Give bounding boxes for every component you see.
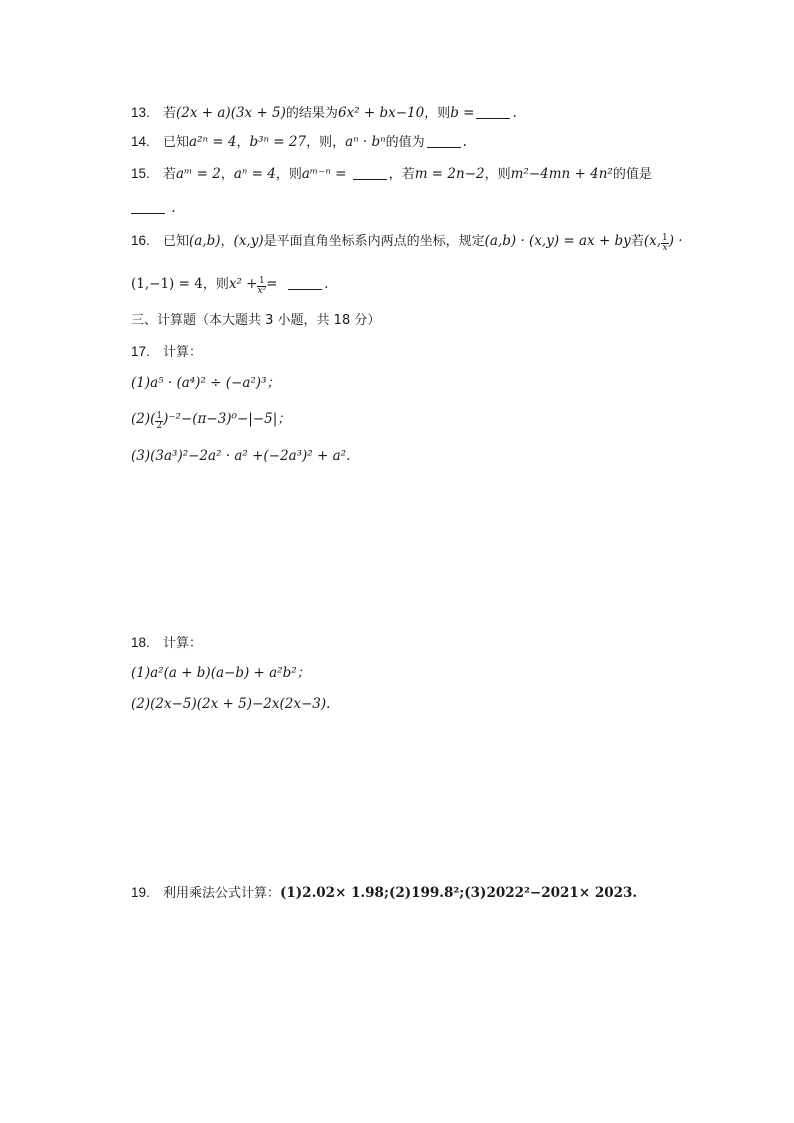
- fraction: $\frac{1}{2}$: [156, 411, 163, 431]
- question-19: 19. 利用乘法公式计算：(1)2.02× 1.98;(2)199.8²;(3)2022²−2021× 2023.: [131, 885, 638, 901]
- section-heading: 三、计算题（本大题共 3 小题，共 18 分）: [131, 313, 381, 328]
- question-number: 19.: [131, 885, 150, 900]
- answer-blank[interactable]: [353, 167, 387, 180]
- q17-item-1: (1)a⁵ · (a⁴)² ÷ (−a²)³；: [131, 375, 280, 391]
- question-number: 13.: [131, 105, 150, 120]
- question-13: 13. 若(2x + a)(3x + 5)的结果为6x² + bx−10，则b = .: [131, 105, 517, 121]
- fraction: $\frac{1}{x}$: [662, 233, 668, 253]
- question-number: 16.: [131, 233, 150, 248]
- answer-blank[interactable]: [288, 277, 322, 290]
- question-15-line2: .: [131, 199, 176, 217]
- question-15: 15. 若aᵐ = 2，aⁿ = 4，则aᵐ⁻ⁿ = ，若m = 2n−2，则m²−4mn + 4n²的值是: [131, 166, 652, 182]
- answer-blank[interactable]: [131, 201, 165, 214]
- question-number: 14.: [131, 134, 150, 149]
- answer-blank[interactable]: [476, 106, 510, 119]
- q18-item-2: (2)(2x−5)(2x + 5)−2x(2x−3).: [131, 696, 331, 712]
- question-14: 14. 已知a²ⁿ = 4，b³ⁿ = 27，则，aⁿ · bⁿ的值为 .: [131, 134, 467, 150]
- fraction: $\frac{1}{\text{x²}}$: [257, 276, 267, 296]
- q17-item-2: (2)( $\frac{1}{2}$ )⁻²−(π−3)⁰−|−5|；: [131, 411, 291, 431]
- question-18: 18. 计算：: [131, 635, 203, 651]
- question-16: 16. 已知(a,b)，(x,y)是平面直角坐标系内两点的坐标，规定(a,b) · (x,y) = ax + by若(x, $\frac{1}{x}$ ) ·: [131, 233, 683, 253]
- q17-item-3: (3)(3a³)²−2a² · a² +(−2a³)² + a².: [131, 448, 351, 464]
- q18-item-1: (1)a²(a + b)(a−b) + a²b²；: [131, 665, 311, 681]
- answer-blank[interactable]: [427, 135, 461, 148]
- question-number: 17.: [131, 344, 150, 359]
- question-16-line2: (1,−1) = 4，则x² + $\frac{1}{\text{x²}}$ = .: [131, 276, 329, 296]
- question-17: 17. 计算：: [131, 344, 203, 360]
- question-number: 18.: [131, 635, 150, 650]
- question-number: 15.: [131, 166, 150, 181]
